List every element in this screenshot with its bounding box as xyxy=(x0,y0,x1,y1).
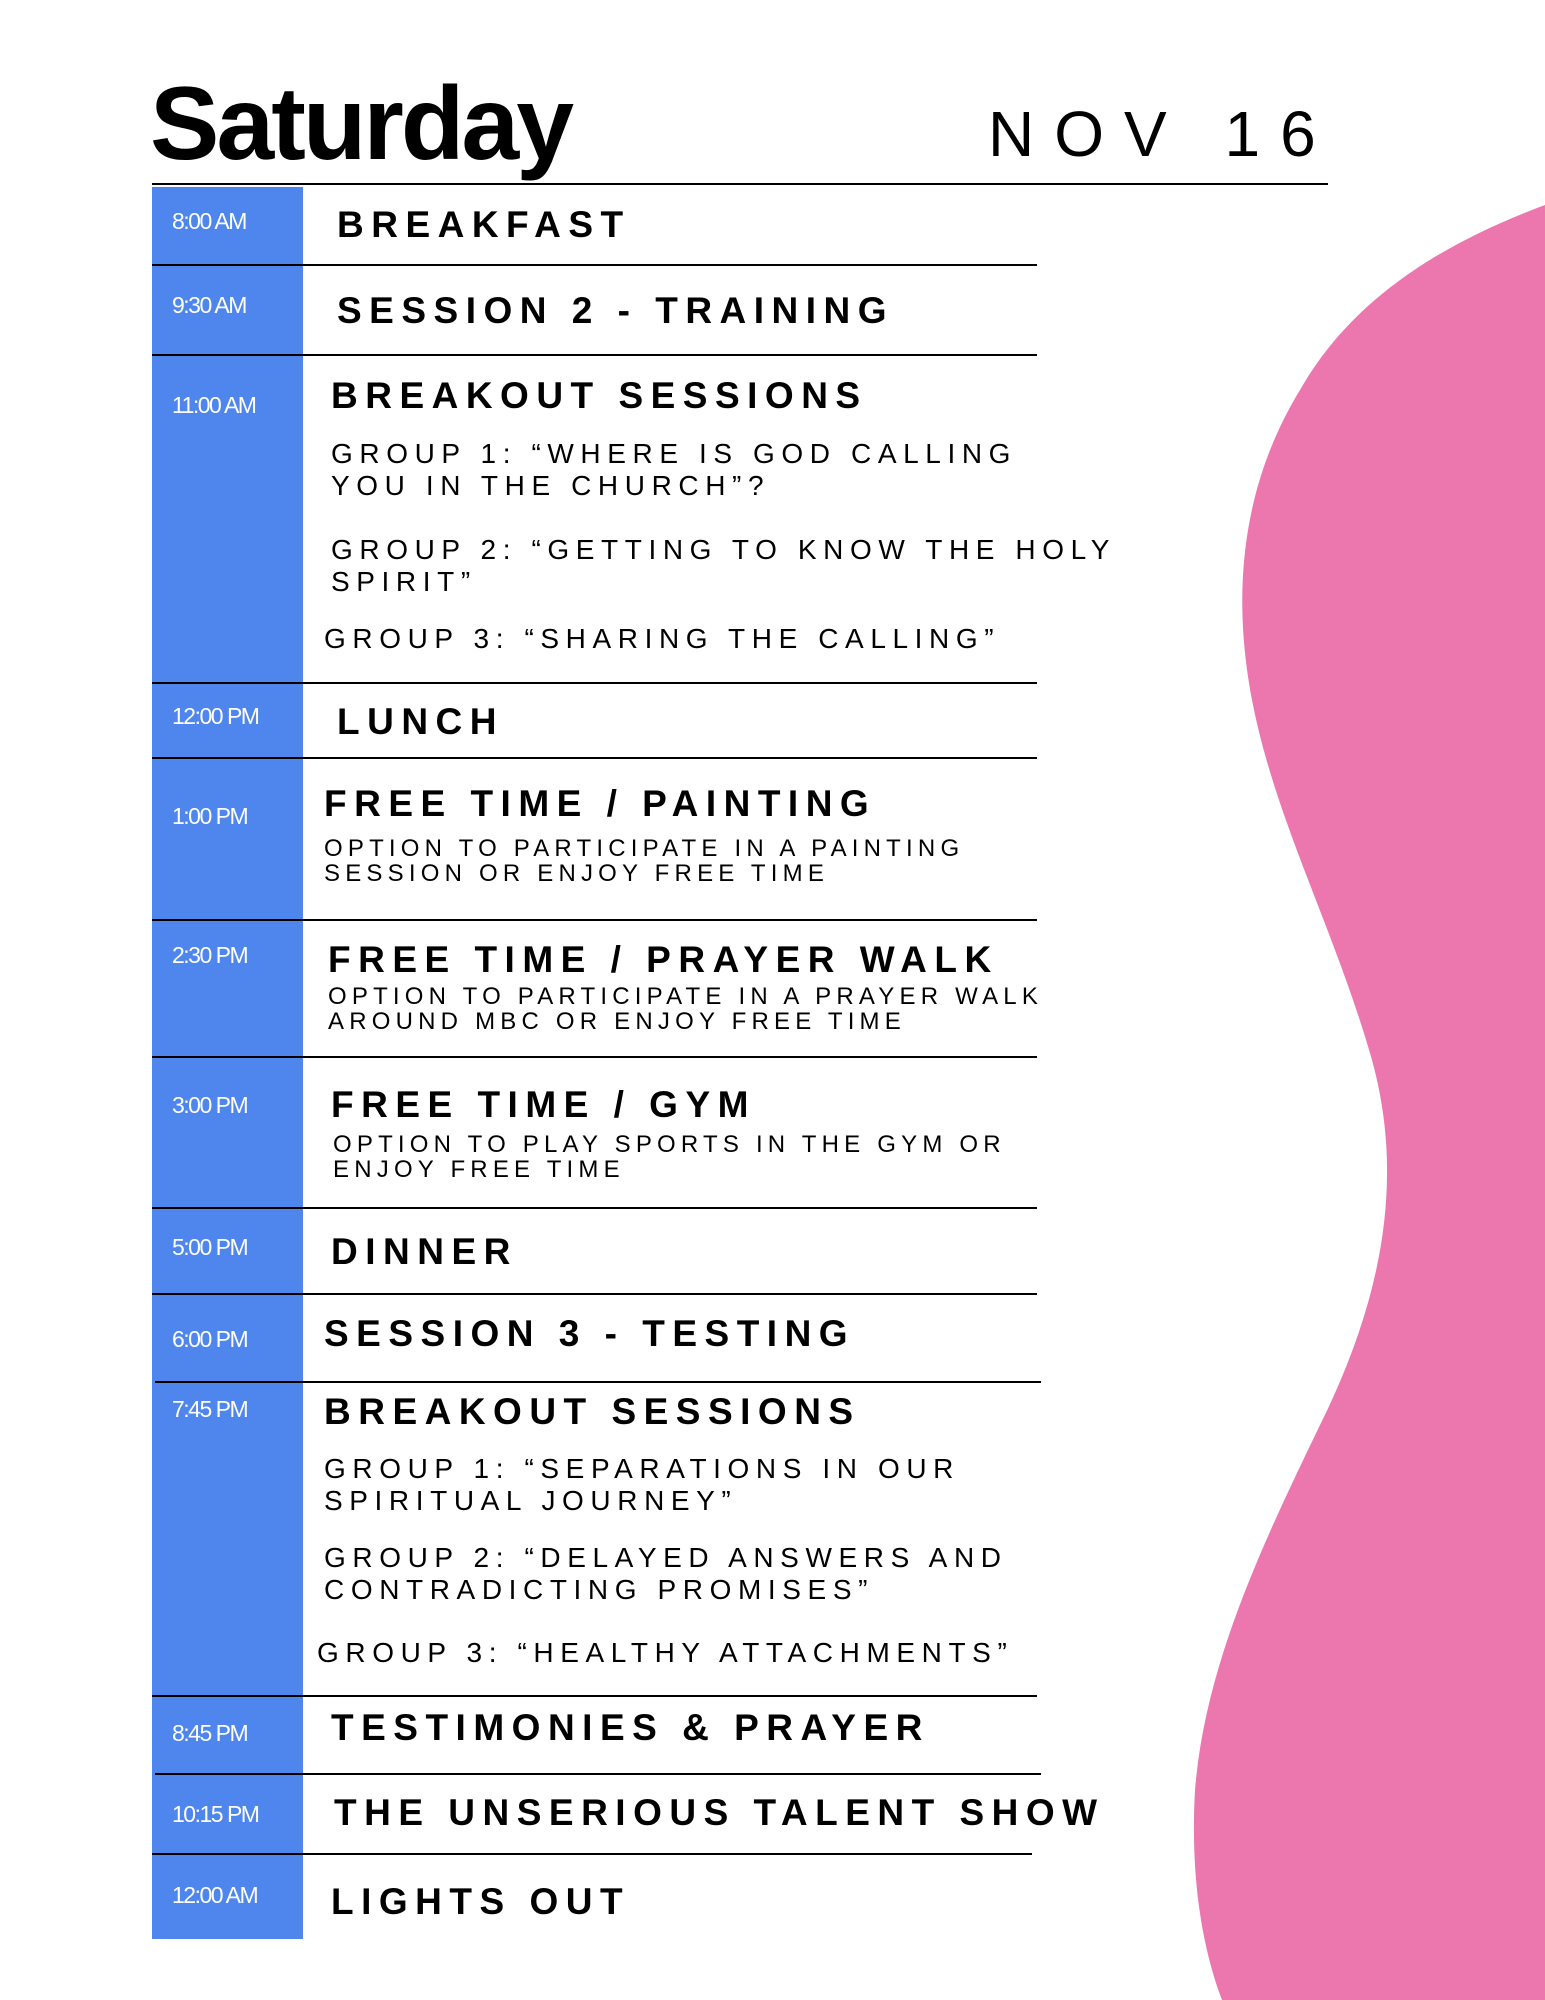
breakout-group: GROUP 1: “WHERE IS GOD CALLING YOU IN THE CHURCH”? xyxy=(331,438,1018,501)
schedule-time: 10:15 PM xyxy=(172,1801,259,1827)
header-divider xyxy=(152,183,1328,185)
schedule-time: 8:00 AM xyxy=(172,208,246,234)
schedule-time: 1:00 PM xyxy=(172,803,248,829)
schedule-time: 9:30 AM xyxy=(172,292,246,318)
schedule-time: 2:30 PM xyxy=(172,942,248,968)
row-divider xyxy=(152,682,1037,684)
event-date: NOV 16 xyxy=(988,98,1336,170)
schedule-time: 3:00 PM xyxy=(172,1092,248,1118)
schedule-title: FREE TIME / GYM xyxy=(331,1084,756,1125)
schedule-title: FREE TIME / PRAYER WALK xyxy=(328,939,999,980)
row-divider xyxy=(155,1381,1041,1383)
schedule-time: 7:45 PM xyxy=(172,1396,248,1422)
row-divider xyxy=(152,1293,1037,1295)
row-divider xyxy=(152,1056,1037,1058)
breakout-group: GROUP 2: “DELAYED ANSWERS AND CONTRADICTING PROMISES” xyxy=(324,1542,1008,1605)
schedule-time: 11:00 AM xyxy=(172,392,256,418)
schedule-time: 8:45 PM xyxy=(172,1720,248,1746)
schedule-title: BREAKOUT SESSIONS xyxy=(324,1391,861,1432)
schedule-title: THE UNSERIOUS TALENT SHOW xyxy=(334,1792,1105,1833)
schedule-title: LUNCH xyxy=(337,701,504,742)
row-divider xyxy=(152,919,1037,921)
schedule-description: OPTION TO PLAY SPORTS IN THE GYM OR ENJOY FREE TIME xyxy=(333,1131,1006,1183)
breakout-group: GROUP 2: “GETTING TO KNOW THE HOLY SPIRIT” xyxy=(331,534,1117,597)
schedule-time: 12:00 PM xyxy=(172,703,259,729)
time-column-bar xyxy=(152,187,303,1939)
row-divider xyxy=(152,264,1037,266)
schedule-title: BREAKOUT SESSIONS xyxy=(331,375,868,416)
day-title: Saturday xyxy=(150,66,572,182)
schedule-time: 6:00 PM xyxy=(172,1326,248,1352)
schedule-title: SESSION 2 - TRAINING xyxy=(337,290,895,331)
schedule-title: TESTIMONIES & PRAYER xyxy=(331,1707,930,1748)
breakout-group: GROUP 3: “HEALTHY ATTACHMENTS” xyxy=(317,1637,1014,1668)
schedule-title: LIGHTS OUT xyxy=(331,1881,631,1922)
schedule-description: OPTION TO PARTICIPATE IN A PRAYER WALK AROUND MBC OR ENJOY FREE TIME xyxy=(328,983,1044,1035)
row-divider xyxy=(152,1207,1037,1209)
row-divider xyxy=(152,1853,1032,1855)
row-divider xyxy=(152,1695,1037,1697)
schedule-time: 12:00 AM xyxy=(172,1882,258,1908)
schedule-title: FREE TIME / PAINTING xyxy=(324,783,877,824)
schedule-title: SESSION 3 - TESTING xyxy=(324,1313,856,1354)
breakout-group: GROUP 1: “SEPARATIONS IN OUR SPIRITUAL JOURNEY” xyxy=(324,1453,960,1516)
schedule-title: BREAKFAST xyxy=(337,204,631,245)
row-divider xyxy=(152,757,1037,759)
breakout-group: GROUP 3: “SHARING THE CALLING” xyxy=(324,623,1001,654)
schedule-description: OPTION TO PARTICIPATE IN A PAINTING SESSION OR ENJOY FREE TIME xyxy=(324,835,965,887)
schedule-time: 5:00 PM xyxy=(172,1234,248,1260)
schedule-title: DINNER xyxy=(331,1231,518,1272)
row-divider xyxy=(152,354,1037,356)
row-divider xyxy=(155,1773,1041,1775)
